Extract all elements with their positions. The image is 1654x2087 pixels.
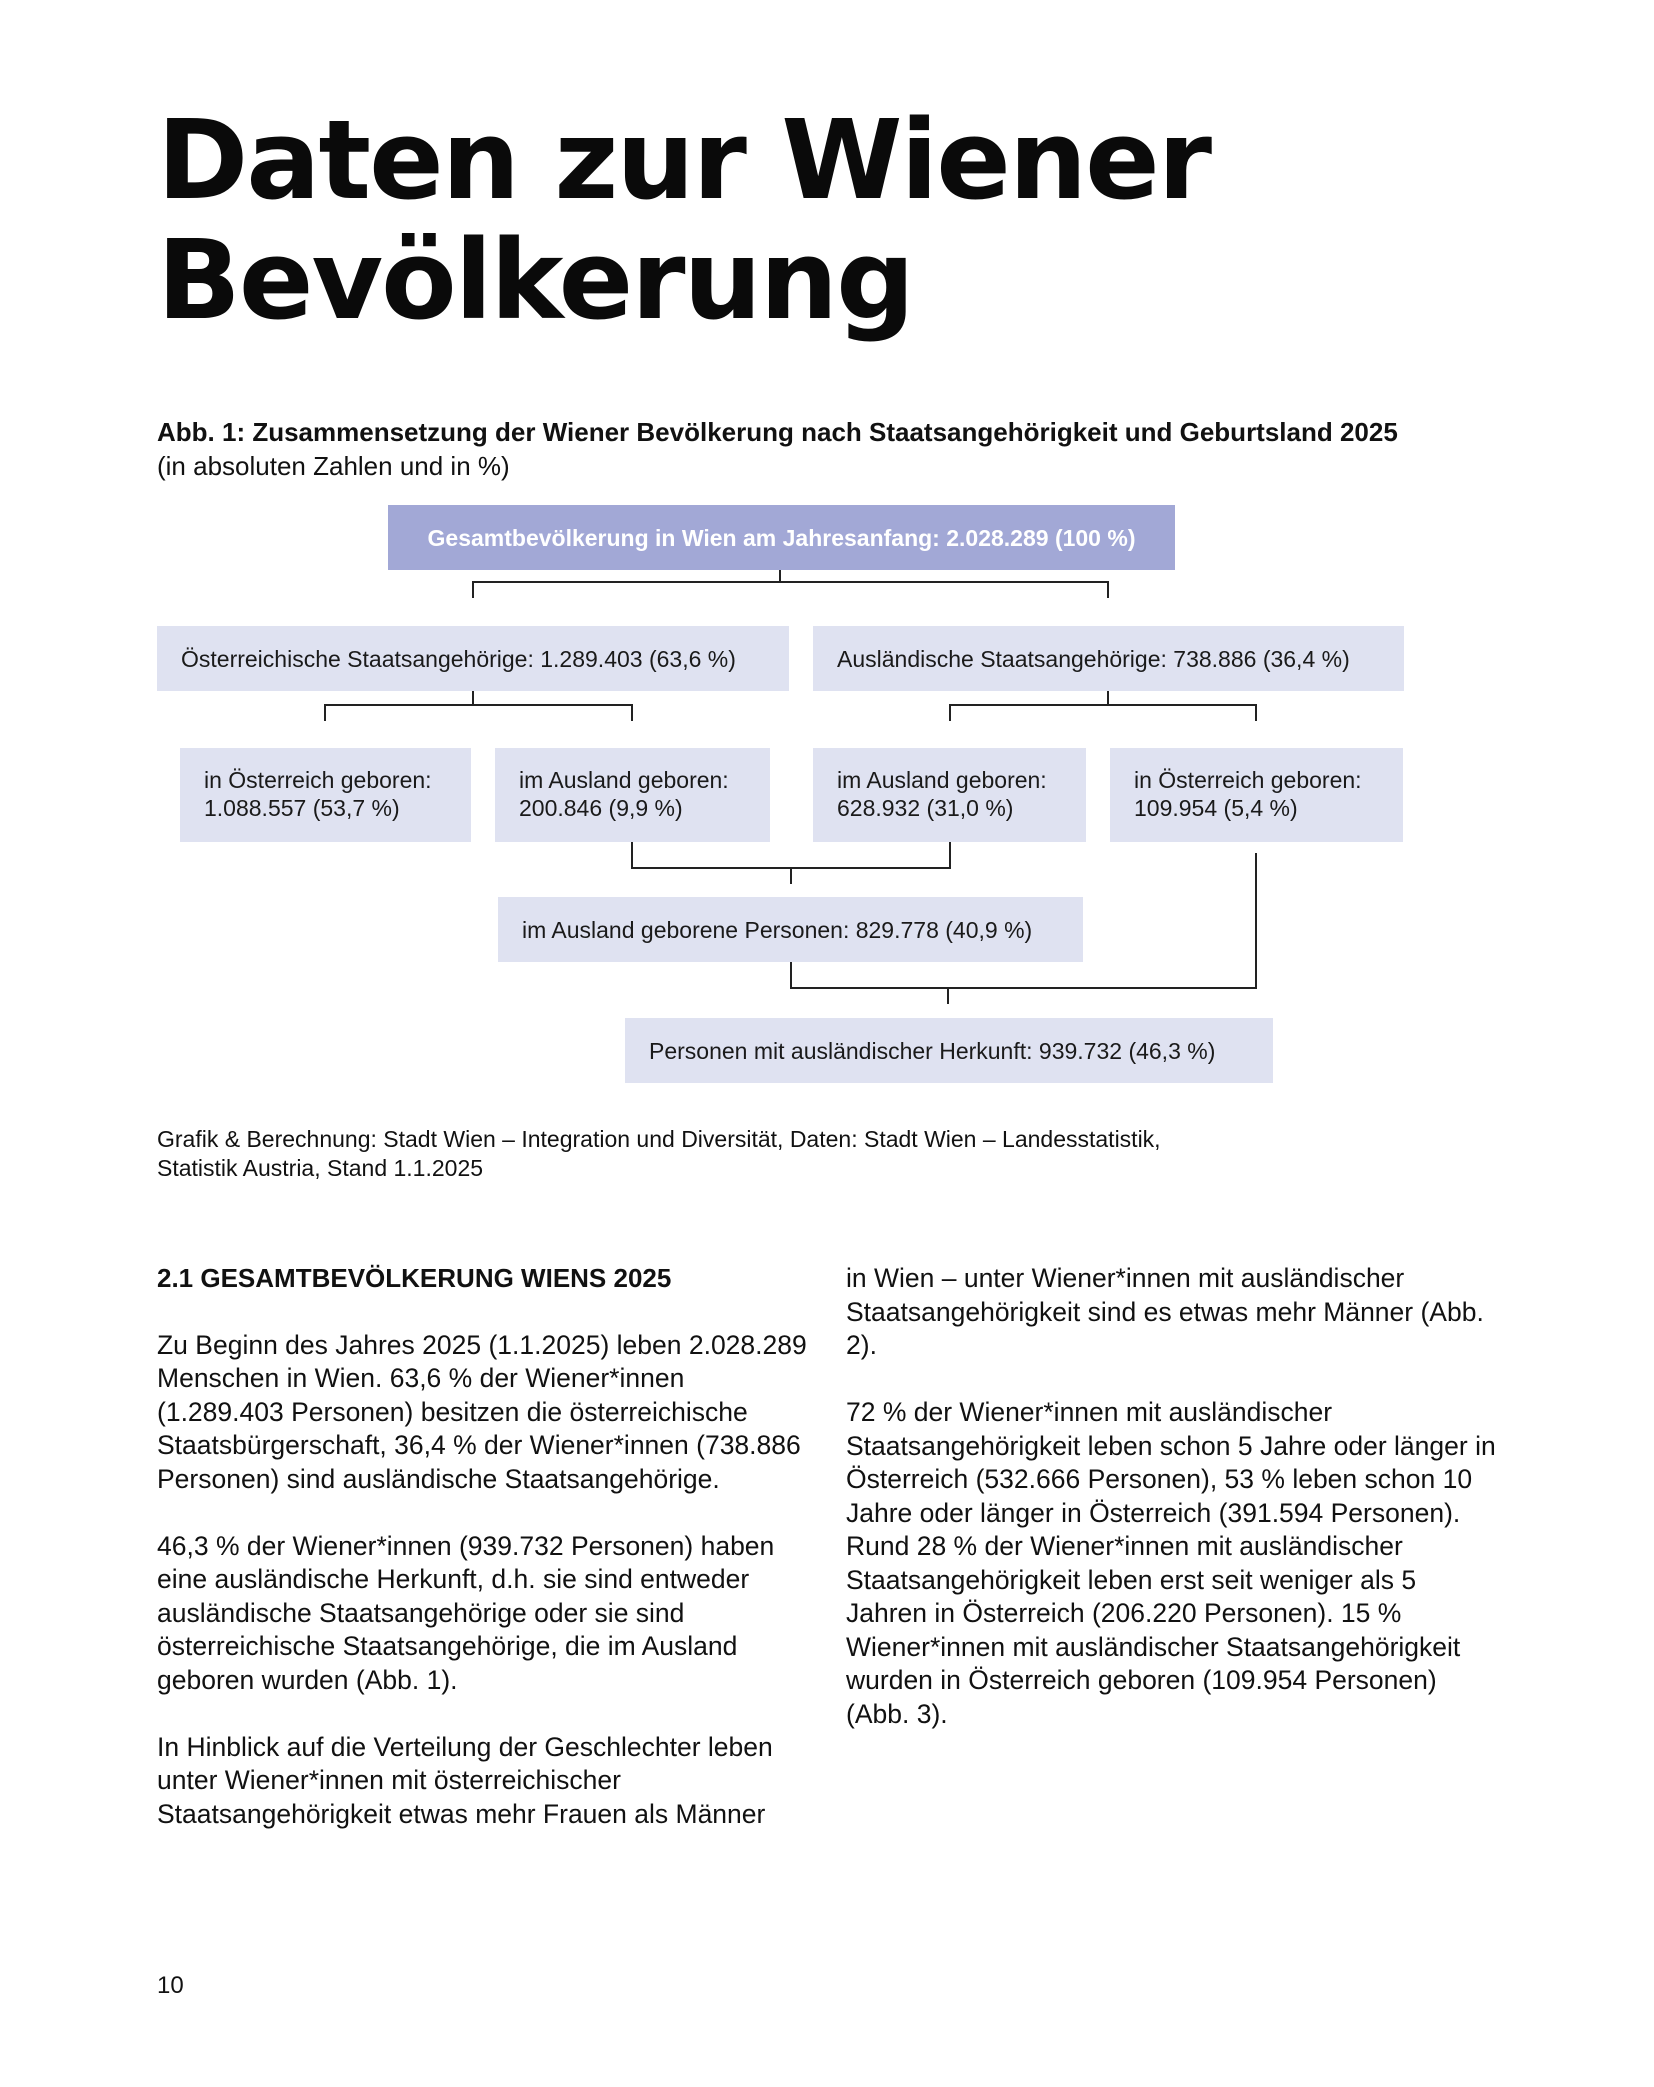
text-column-right: [846, 1262, 1496, 1765]
paragraph: in Wien – unter Wiener*innen mit ausländischer Staatsangehörigkeit sind es etwas mehr Männer (Abb. 2).: [846, 1263, 1484, 1360]
box-austrian-born-abroad-label: im Ausland geboren:: [519, 767, 729, 793]
box-total-population: Gesamtbevölkerung in Wien am Jahresanfang: 2.028.289 (100 %): [388, 505, 1175, 570]
box-foreign-born-abroad: [813, 748, 1086, 842]
box-foreign-citizens: Ausländische Staatsangehörige: 738.886 (36,4 %): [813, 626, 1404, 691]
box-foreign-born-in-austria: [1110, 748, 1403, 842]
box-austrian-born-in-austria-value: 1.088.557 (53,7 %): [204, 795, 400, 821]
box-foreign-origin: Personen mit ausländischer Herkunft: 939.732 (46,3 %): [625, 1018, 1273, 1083]
text-column-left: [157, 1262, 807, 1865]
connector-born-abroad-merge: [632, 842, 950, 884]
figure-caption-subtitle: (in absoluten Zahlen und in %): [157, 451, 510, 481]
box-austrian-citizens: Österreichische Staatsangehörige: 1.289.403 (63,6 %): [157, 626, 789, 691]
box-austrian-born-abroad: [495, 748, 770, 842]
figure-source-line-1: Grafik & Berechnung: Stadt Wien – Integration und Diversität, Daten: Stadt Wien – Landesstatistik,: [157, 1126, 1161, 1152]
paragraph: 72 % der Wiener*innen mit ausländischer Staatsangehörigkeit leben schon 5 Jahre oder länger in Österreich (532.666 Personen), 53 % leben schon 10 Jahre oder länger in Österreich (391.594 Personen). Rund 28 % der Wiener*innen mit ausländischer Staatsangehörigkeit leben erst seit weniger als 5 Jahren in Österreich (206.220 Personen). 15 % Wiener*innen mit ausländischer Staatsangehörigkeit wurden in Österreich geboren (109.954 Personen) (Abb. 3).: [846, 1397, 1496, 1729]
box-austrian-born-in-austria-label: in Österreich geboren:: [204, 767, 432, 793]
figure-source-line-2: Statistik Austria, Stand 1.1.2025: [157, 1155, 484, 1181]
box-foreign-born-in-austria-label: in Österreich geboren:: [1134, 767, 1362, 793]
box-foreign-born-in-austria-value: 109.954 (5,4 %): [1134, 795, 1298, 821]
section-heading: 2.1 GESAMTBEVÖLKERUNG WIENS 2025: [157, 1263, 672, 1293]
connector-austrian-split: [325, 690, 632, 721]
title-line-2: Bevölkerung: [157, 216, 913, 344]
paragraph: In Hinblick auf die Verteilung der Geschlechter leben unter Wiener*innen mit österreichischer Staatsangehörigkeit etwas mehr Frauen als Männer: [157, 1731, 773, 1829]
box-foreign-born-abroad-value: 628.932 (31,0 %): [837, 795, 1014, 821]
box-foreign-born-abroad-label: im Ausland geboren:: [837, 767, 1047, 793]
title-line-1: Daten zur Wiener: [157, 96, 1211, 224]
connector-total-split: [473, 568, 1108, 598]
page-number: 10: [157, 1972, 184, 1999]
box-austrian-born-abroad-value: 200.846 (9,9 %): [519, 795, 683, 821]
box-born-abroad-total: im Ausland geborene Personen: 829.778 (40,9 %): [498, 897, 1083, 962]
paragraph: Zu Beginn des Jahres 2025 (1.1.2025) leben 2.028.289 Menschen in Wien. 63,6 % der Wiener*innen (1.289.403 Personen) besitzen die österreichische Staatsbürgerschaft, 36,4 % der Wiener*innen (738.886 Personen) sind ausländische Staatsangehörige.: [157, 1329, 807, 1494]
box-austrian-born-in-austria: [180, 748, 471, 842]
paragraph: 46,3 % der Wiener*innen (939.732 Personen) haben eine ausländische Herkunft, d.h. sie sind entweder ausländische Staatsangehörige oder sie sind österreichische Staatsangehörige, die im Ausland geboren wurden (Abb. 1).: [157, 1530, 775, 1695]
connector-foreign-split: [950, 690, 1256, 721]
figure-caption-title: Abb. 1: Zusammensetzung der Wiener Bevölkerung nach Staatsangehörigkeit und Geburtsland 2025: [157, 417, 1398, 447]
figure-source: [157, 1125, 1257, 1183]
